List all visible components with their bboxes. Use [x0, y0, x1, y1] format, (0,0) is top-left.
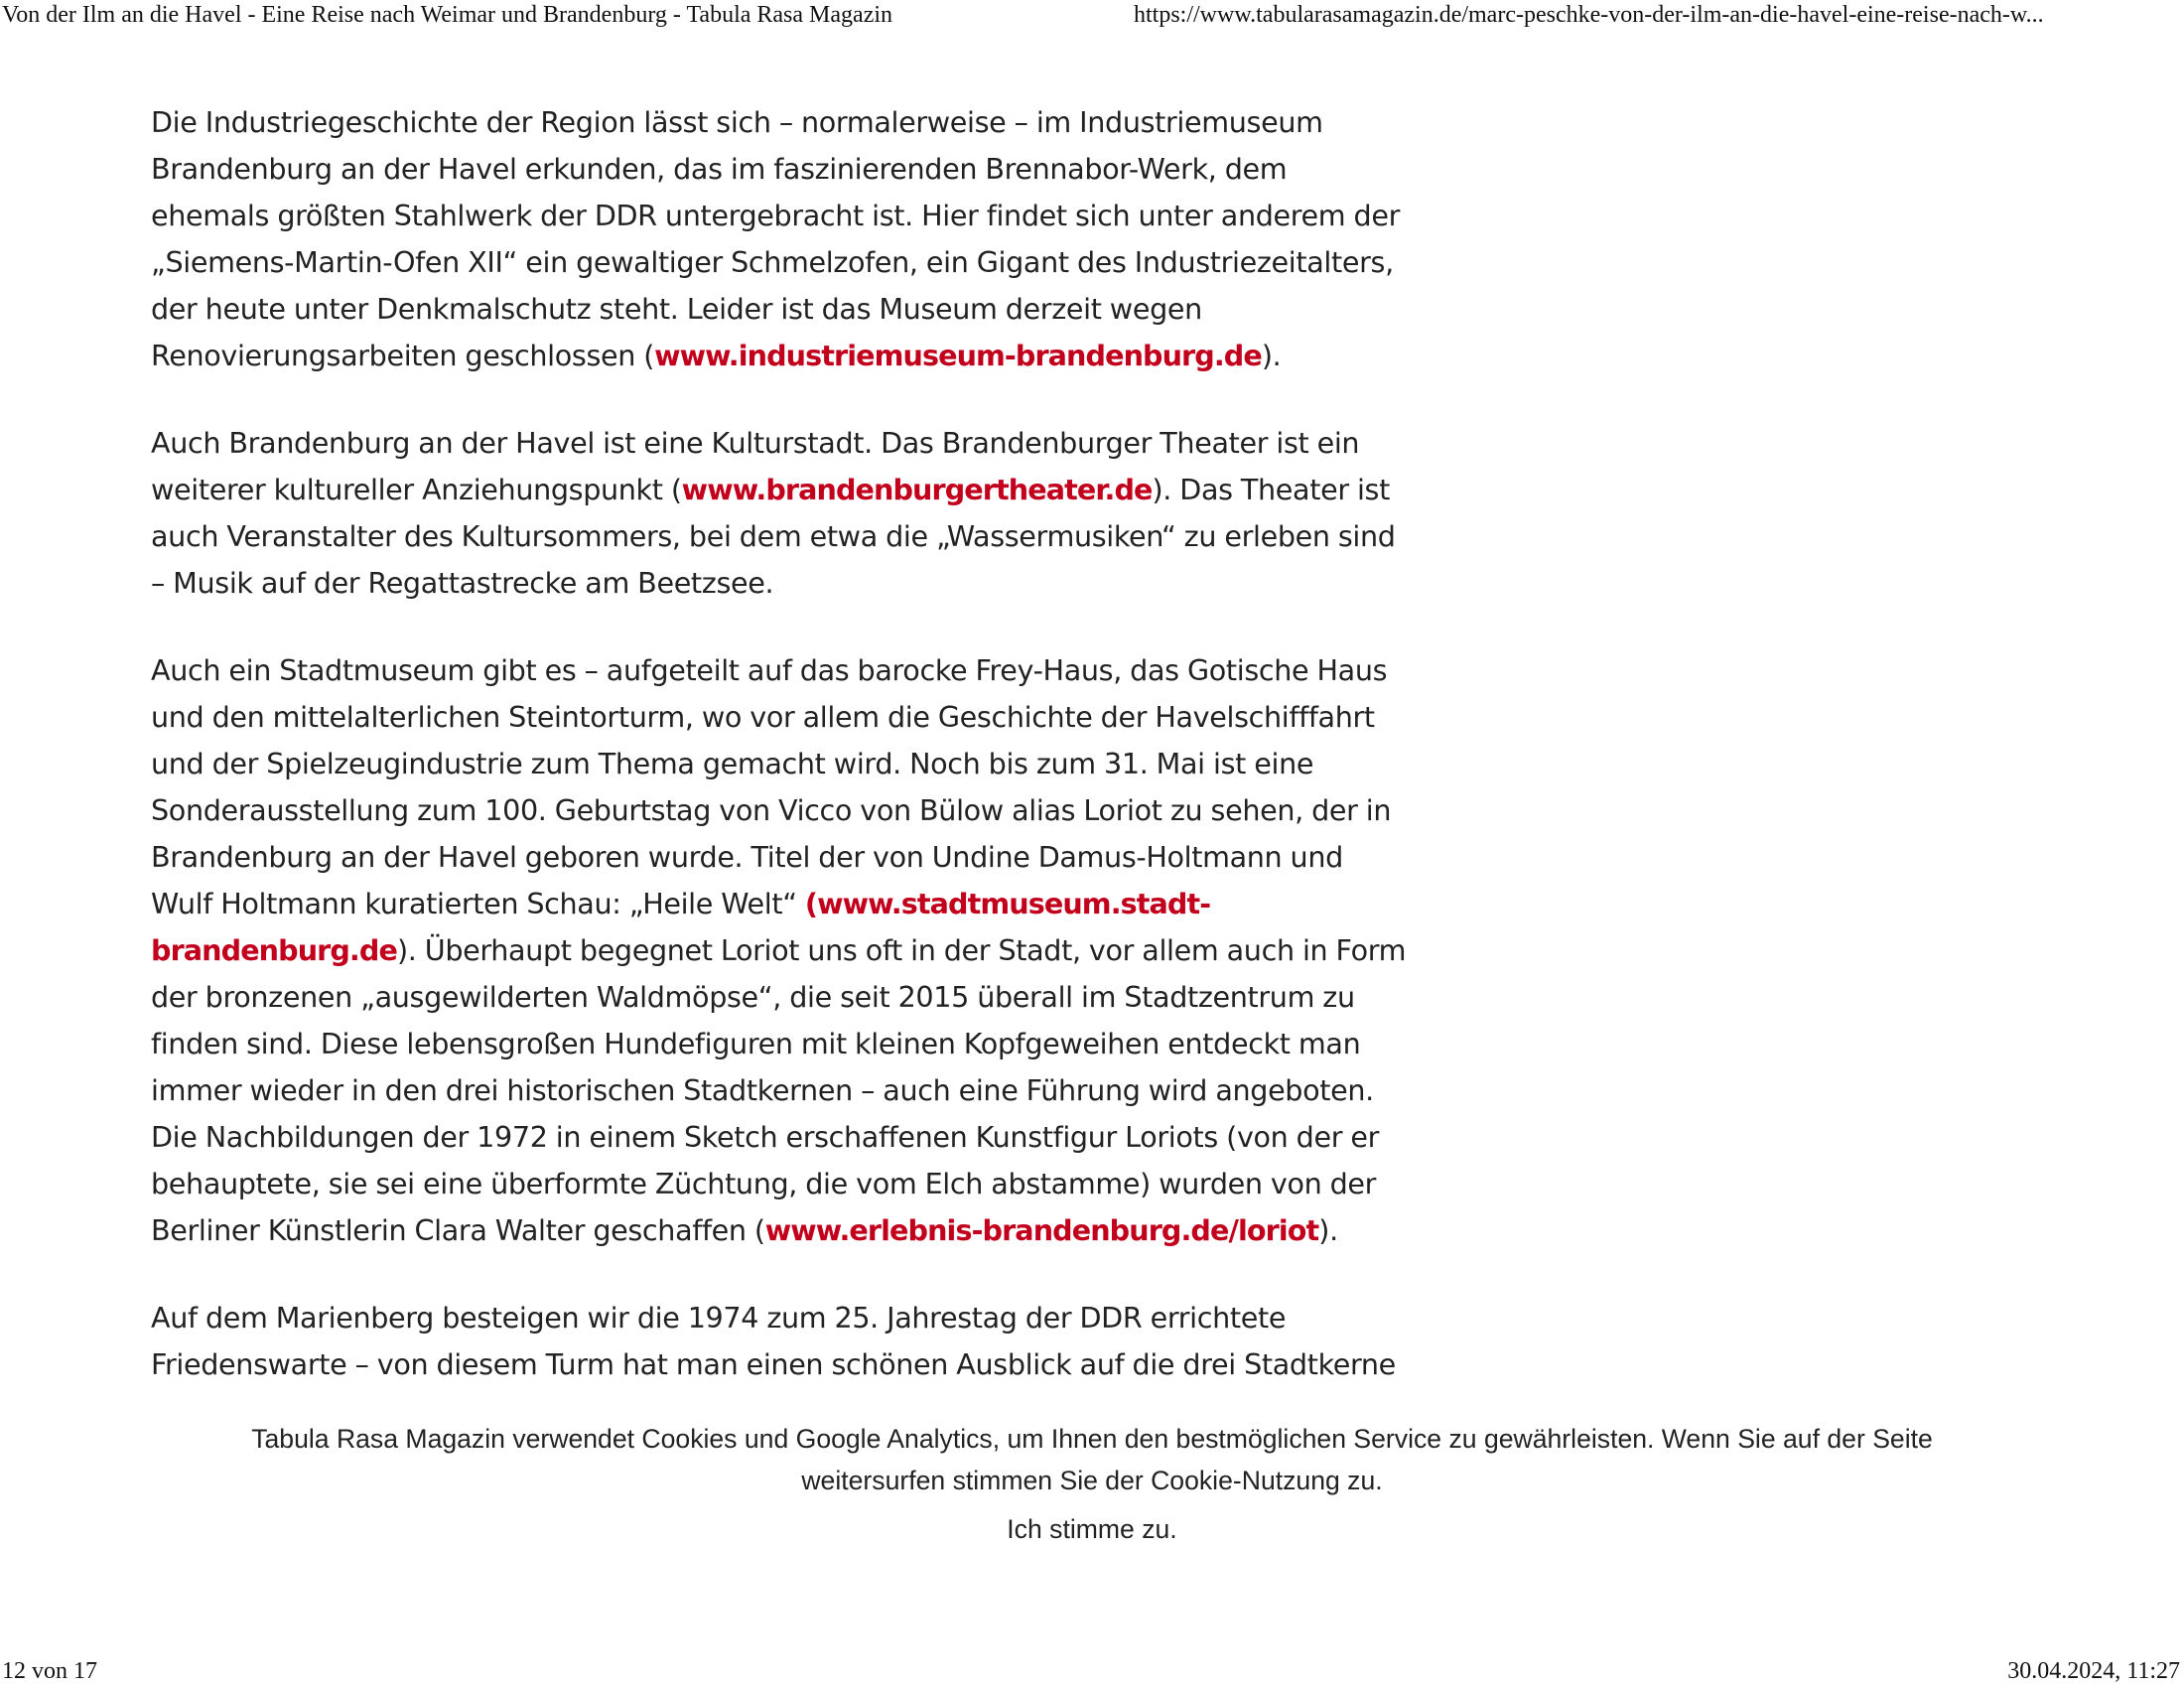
stadtmuseum-link[interactable]: (www.stadtmuseum.stadt-brandenburg.de [151, 887, 1211, 967]
erlebnis-brandenburg-link[interactable]: www.erlebnis-brandenburg.de/loriot [764, 1213, 1319, 1247]
article-paragraph [151, 1295, 1412, 1380]
article-paragraph [151, 420, 1412, 607]
page-number: 12 von 17 [2, 1658, 97, 1684]
document-url: https://www.tabularasamagazin.de/marc-peschke-von-der-ilm-an-die-havel-eine-reise-nach-w... [1134, 2, 2044, 28]
paragraph-text: Die Industriegeschichte der Region lässt sich – normalerweise – im Industriemuseum Brandenburg an der Havel erkunden, das im faszinierenden Brennabor-Werk, dem ehemals größten Stahlwerk der DDR untergebracht ist. Hier findet sich unter anderem der „Siemens-Martin-Ofen XII“ ein gewaltiger Schmelzofen, ein Gigant des Industriezeitalters, der heute unter Denkmalschutz steht. Leider ist das Museum derzeit wegen Renovierungsarbeiten geschlossen ( [151, 105, 1400, 372]
cookie-notice-text: Tabula Rasa Magazin verwendet Cookies und Google Analytics, um Ihnen den bestmöglichen Service zu gewährleisten. Wenn Sie auf der Seite weitersurfen stimmen Sie der Cookie-Nutzung zu. [251, 1424, 1933, 1495]
industriemuseum-link[interactable]: www.industriemuseum-brandenburg.de [654, 339, 1262, 372]
brandenburgertheater-link[interactable]: www.brandenburgertheater.de [681, 473, 1153, 506]
paragraph-text: Auf dem Marienberg besteigen wir die 1974 zum 25. Jahrestag der DDR errichtete Friedenswarte – von diesem Turm hat man einen schönen Ausblick auf die drei Stadtkerne [151, 1301, 1396, 1380]
cookie-banner [0, 1418, 2184, 1545]
print-timestamp: 30.04.2024, 11:27 [2007, 1658, 2180, 1684]
print-header [0, 2, 2184, 34]
paragraph-text: Auch ein Stadtmuseum gibt es – aufgeteilt auf das barocke Frey-Haus, das Gotische Haus und den mittelalterlichen Steintorturm, wo vor allem die Geschichte der Havelschifffahrt und der Spielzeugindustrie zum Thema gemacht wird. Noch bis zum 31. Mai ist eine Sonderausstellung zum 100. Geburtstag von Vicco von Bülow alias Loriot zu sehen, der in Brandenburg an der Havel geboren wurde. Titel der von Undine Damus-Holtmann und Wulf Holtmann kuratierten Schau: „Heile Welt“ [151, 653, 1392, 920]
print-footer [0, 1658, 2184, 1688]
paragraph-text: ). Das Theater ist auch Veranstalter des Kultursommers, bei dem etwa die „Wassermusiken“ zu erleben sind – Musik auf der Regattastrecke am Beetzsee. [151, 473, 1396, 600]
paragraph-text: ). Überhaupt begegnet Loriot uns oft in der Stadt, vor allem auch in Form der bronzenen „ausgewilderten Waldmöpse“, die seit 2015 überall im Stadtzentrum zu finden sind. Diese lebensgroßen Hundefiguren mit kleinen Kopfgeweihen entdeckt man immer wieder in den drei historischen Stadtkernen – auch eine Führung wird angeboten. Die Nachbildungen der 1972 in einem Sketch erschaffenen Kunstfigur Loriots (von der er behauptete, sie sei eine überformte Züchtung, die vom Elch abstamme) wurden von der Berliner Künstlerin Clara Walter geschaffen ( [151, 933, 1407, 1247]
paragraph-text: Auch Brandenburg an der Havel ist eine Kulturstadt. Das Brandenburger Theater ist ein weiterer kultureller Anziehungspunkt ( [151, 426, 1360, 506]
article-paragraph [151, 99, 1412, 379]
article-paragraph [151, 647, 1412, 1254]
document-title: Von der Ilm an die Havel - Eine Reise nach Weimar und Brandenburg - Tabula Rasa Magazin [2, 2, 893, 28]
cookie-accept-button[interactable]: Ich stimme zu. [1007, 1514, 1177, 1544]
paragraph-text: ). [1318, 1213, 1338, 1247]
paragraph-text: ). [1261, 339, 1282, 372]
article-body [151, 99, 1412, 1380]
